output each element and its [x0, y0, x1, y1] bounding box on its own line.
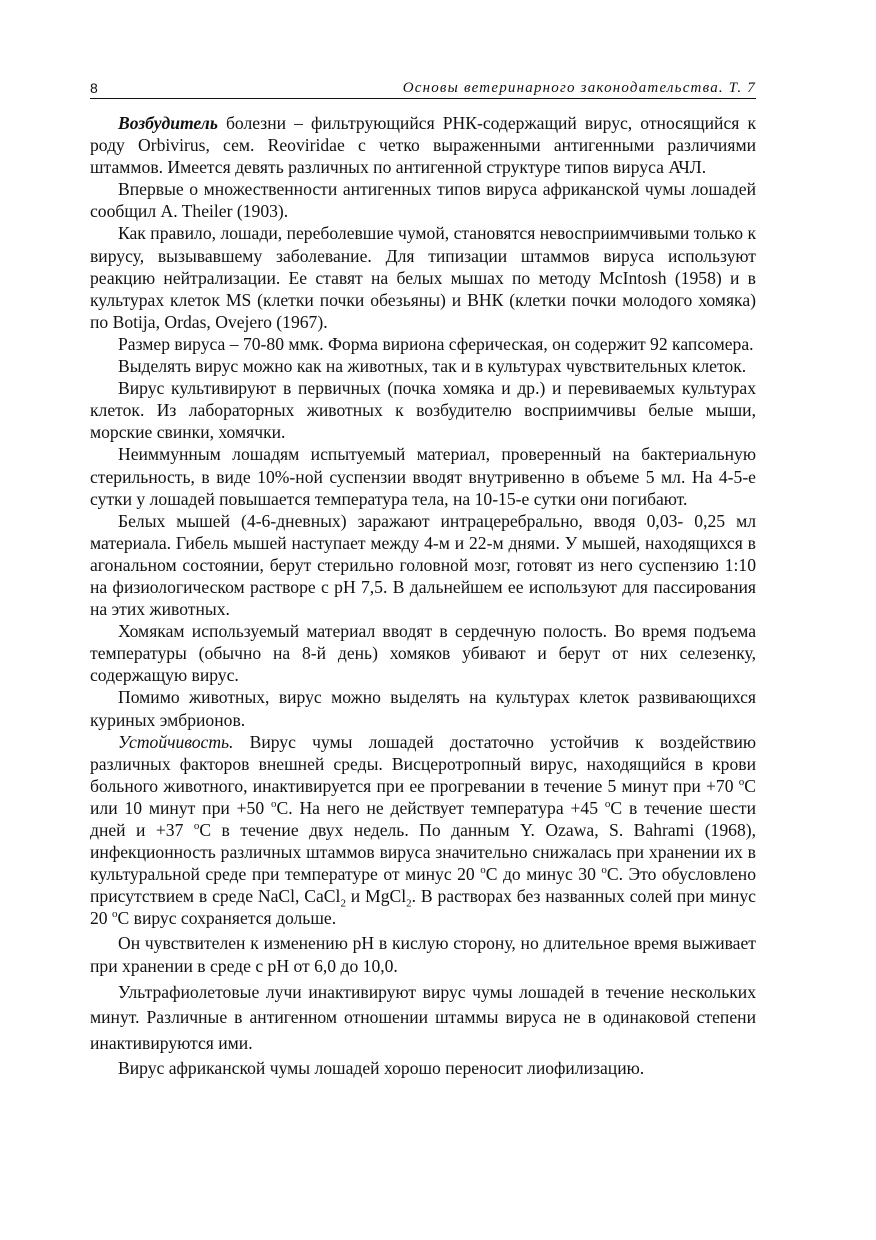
paragraph-ph: Он чувствителен к изменению рН в кислую сторону, но длительное время выживает при хранении в среде с рН от 6,0 до 10,0.	[90, 933, 756, 976]
paragraph-mice: Белых мышей (4-6-дневных) заражают интрацеребрально, вводя 0,03- 0,25 мл материала. Гибель мышей наступает между 4-м и 22-м днями. У мышей, находящихся в агональном состоянии, берут стерильно головной мозг, готовят из него суспензию 1:10 на физиологическом растворе с рН 7,5. В дальнейшем ее используют для пассирования на этих животных.	[90, 510, 756, 620]
paragraph-text: болезни – фильтрующийся РНК-содержащий вирус, относящийся к роду Orbivirus, сем. Reoviridae с четко выраженными антигенными различиями штаммов. Имеется девять различных по антигенной структуре типов вируса АЧЛ.	[90, 113, 756, 178]
paragraph-history: Впервые о множественности антигенных типов вируса африканской чумы лошадей сообщил A. Theiler (1903).	[90, 179, 756, 222]
paragraph-agent	[90, 112, 756, 178]
running-title: Основы ветеринарного законодательства. Т. 7	[402, 80, 756, 96]
paragraph-resistance: Устойчивость. Вирус чумы лошадей достаточно устойчив к воздействию различных факторов внешней среды. Висцеротропный вирус, находящийся в крови больного животного, инактивируется при ее прогревании в течение 5 минут при +70 $^о$С или 10 минут при +50 $^о$С. На него не действует температура +45 $^о$С в течение шести дней и +37 $^о$С в течение двух недель. По данным Y. Ozawa, S. Bahrami (1968), инфекционность различных штаммов вируса значительно снижалась при хранении их в культуральной среде при температуре от минус 20 $^о$С до минус 30 $^о$С. Это обусловлено присутствием в среде NaCl, CaCl$_2$ и MgCl$_2$. В растворах без названных солей при минус 20 $^о$С вирус сохраняется дольше.	[90, 731, 757, 929]
paragraph-horses: Неиммунным лошадям испытуемый материал, проверенный на бактериальную стерильность, в виде 10%-ной суспензии вводят внутривенно в объеме 5 мл. На 4-5-е сутки у лошадей повышается температура тела, на 10-15-е сутки они погибают.	[90, 444, 756, 509]
paragraph-hamsters: Хомякам используемый материал вводят в сердечную полость. Во время подъема температуры (обычно на 8-й день) хомяков убивают и берут от них селезенку, содержащую вирус.	[90, 621, 756, 686]
lead-term-agent: Возбудитель	[118, 113, 218, 133]
paragraph-immunity: Как правило, лошади, переболевшие чумой, становятся невосприимчивыми только к вирусу, вызывавшему заболевание. Для типизации штаммов вируса используют реакцию нейтрализации. Ее ставят на белых мышах по методу McIntosh (1958) и в культурах клеток MS (клетки почки обезьяны) и ВНК (клетки почки молодого хомяка) по Botija, Ordas, Ovejero (1967).	[90, 223, 756, 332]
page-number: 8	[90, 80, 98, 96]
lead-term-resistance: Устойчивость.	[118, 731, 234, 752]
body-text	[90, 112, 756, 1082]
paragraph-isolation: Выделять вирус можно как на животных, так и в культурах чувствительных клеток.	[118, 356, 747, 377]
paragraph-cultivation: Вирус культивируют в первичных (почка хомяка и др.) и перевиваемых культурах клеток. Из лабораторных животных к возбудителю восприимчивы белые мыши, морские свинки, хомячки.	[90, 378, 756, 443]
paragraph-lyophilization: Вирус африканской чумы лошадей хорошо переносит лиофилизацию.	[118, 1058, 645, 1079]
paragraph-embryos: Помимо животных, вирус можно выделять на культурах клеток развивающихся куриных эмбрионов.	[90, 687, 756, 730]
page-header	[90, 79, 756, 97]
paragraph-size: Размер вируса – 70-80 ммк. Форма вириона сферическая, он содержит 92 капсомера.	[118, 333, 754, 354]
paragraph-uv: Ультрафиолетовые лучи инактивируют вирус чумы лошадей в течение нескольких минут. Различные в антигенном отношении штаммы вируса не в одинаковой степени инактивируются ими.	[90, 981, 756, 1053]
header-rule	[90, 98, 756, 99]
